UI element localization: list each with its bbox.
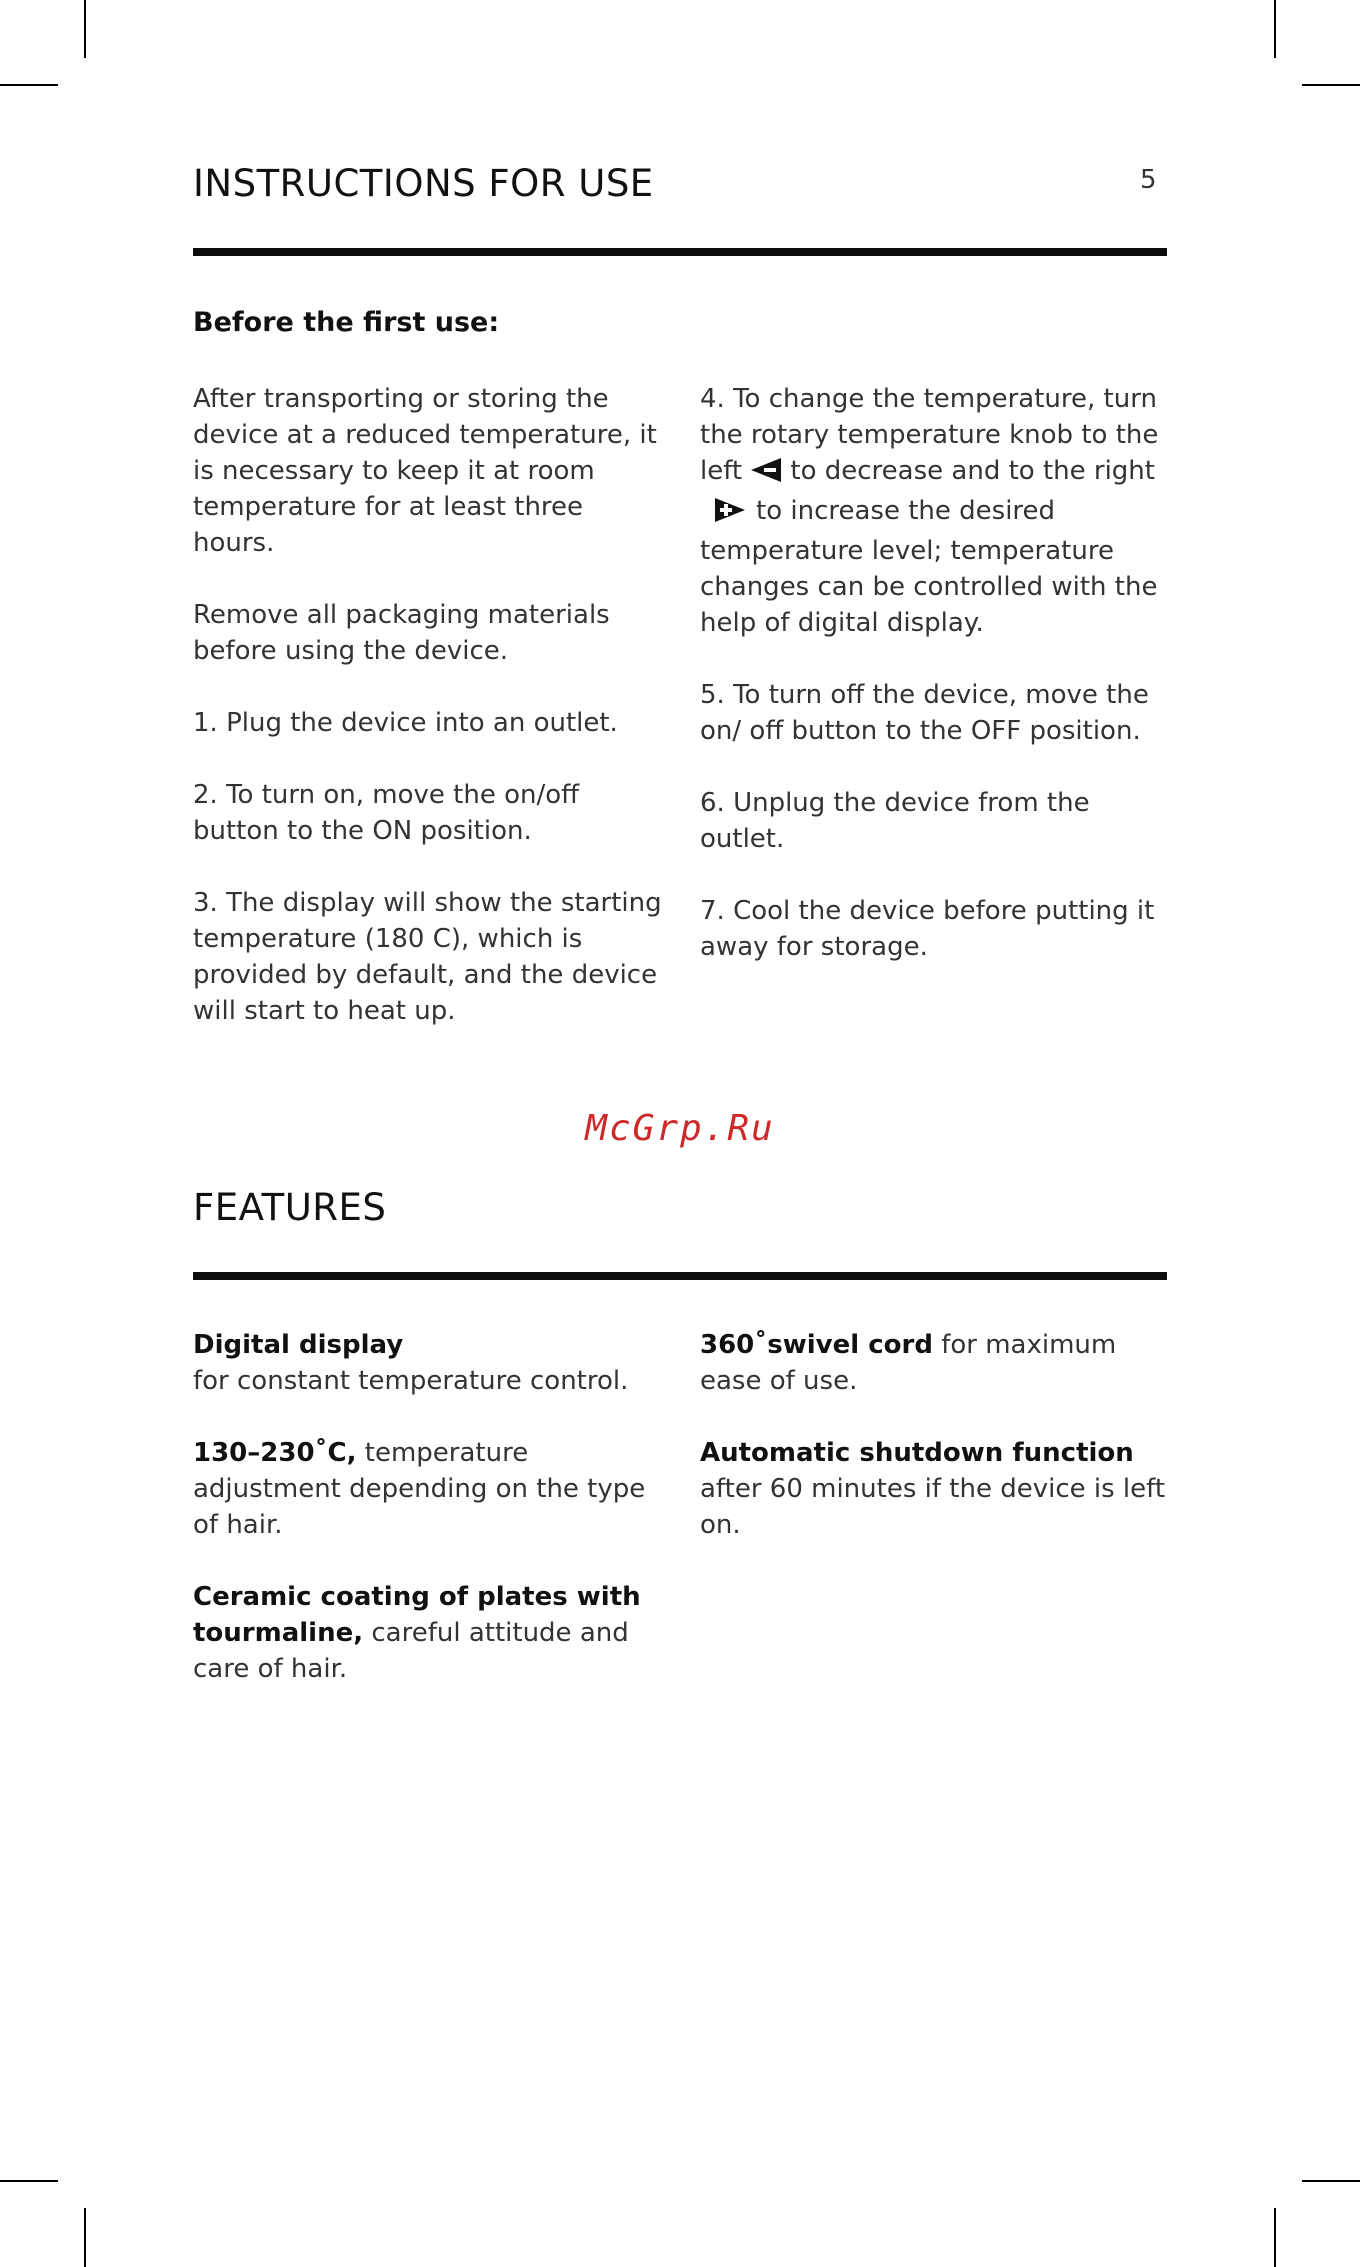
feature-text: for constant temperature control.	[193, 1366, 629, 1396]
paragraph-packaging: Remove all packaging materials before using the device.	[193, 600, 610, 666]
features-left-column	[193, 1327, 668, 1687]
feature-title: Ceramic coating of plates with tourmaline,	[193, 1582, 641, 1648]
feature-title: Automatic shutdown function	[700, 1438, 1134, 1468]
minus-arrow-left-icon	[750, 457, 782, 493]
crop-mark	[84, 0, 86, 58]
feature-item	[700, 1435, 1180, 1543]
feature-item	[193, 1435, 668, 1543]
feature-text: after 60 minutes if the device is left on.	[700, 1474, 1166, 1540]
step-4-part-3: to increase the desired temperature level; temperature changes can be controlled with the help of digital display.	[700, 496, 1158, 638]
step-4	[700, 381, 1175, 641]
feature-item	[700, 1327, 1180, 1399]
crop-mark	[1302, 84, 1360, 86]
feature-item	[193, 1579, 668, 1687]
feature-title: 130–230˚C,	[193, 1438, 357, 1468]
feature-item	[193, 1327, 668, 1399]
instructions-right-column	[700, 381, 1175, 965]
page-number: 5	[1140, 165, 1157, 195]
crop-mark	[84, 2208, 86, 2267]
crop-mark	[0, 84, 58, 86]
step-6: 6. Unplug the device from the outlet.	[700, 788, 1090, 854]
step-5: 5. To turn off the device, move the on/ off button to the OFF position.	[700, 680, 1149, 746]
step-2: 2. To turn on, move the on/off button to the ON position.	[193, 780, 580, 846]
feature-text: careful attitude and care of hair.	[193, 1618, 629, 1684]
step-7: 7. Cool the device before putting it away for storage.	[700, 896, 1155, 962]
paragraph-storage-note: After transporting or storing the device at a reduced temperature, it is necessary to keep it at room temperature for at least three hours.	[193, 384, 657, 558]
feature-title: 360˚swivel cord	[700, 1330, 933, 1360]
step-4-part-2: to decrease and to the right	[790, 456, 1155, 486]
plus-arrow-right-icon	[714, 497, 746, 533]
crop-mark	[1274, 2208, 1276, 2267]
watermark: McGrp.Ru	[585, 1108, 775, 1149]
crop-mark	[1274, 0, 1276, 58]
instructions-left-column	[193, 381, 668, 1029]
step-4-part-1: 4. To change the temperature, turn the rotary temperature knob to the left	[700, 384, 1159, 486]
features-rule	[193, 1272, 1167, 1280]
feature-title: Digital display	[193, 1330, 404, 1360]
feature-text: temperature adjustment depending on the type of hair.	[193, 1438, 646, 1540]
crop-mark	[1302, 2180, 1360, 2182]
step-3: 3. The display will show the starting temperature (180 C), which is provided by default, and the device will start to heat up.	[193, 888, 662, 1026]
title-rule	[193, 248, 1167, 256]
step-1: 1. Plug the device into an outlet.	[193, 708, 618, 738]
crop-mark	[0, 2180, 58, 2182]
features-title: FEATURES	[193, 1186, 387, 1229]
page-title: INSTRUCTIONS FOR USE	[193, 162, 654, 205]
features-right-column	[700, 1327, 1180, 1543]
feature-text: for maximum ease of use.	[700, 1330, 1117, 1396]
before-first-use-heading: Before the first use:	[193, 307, 500, 338]
